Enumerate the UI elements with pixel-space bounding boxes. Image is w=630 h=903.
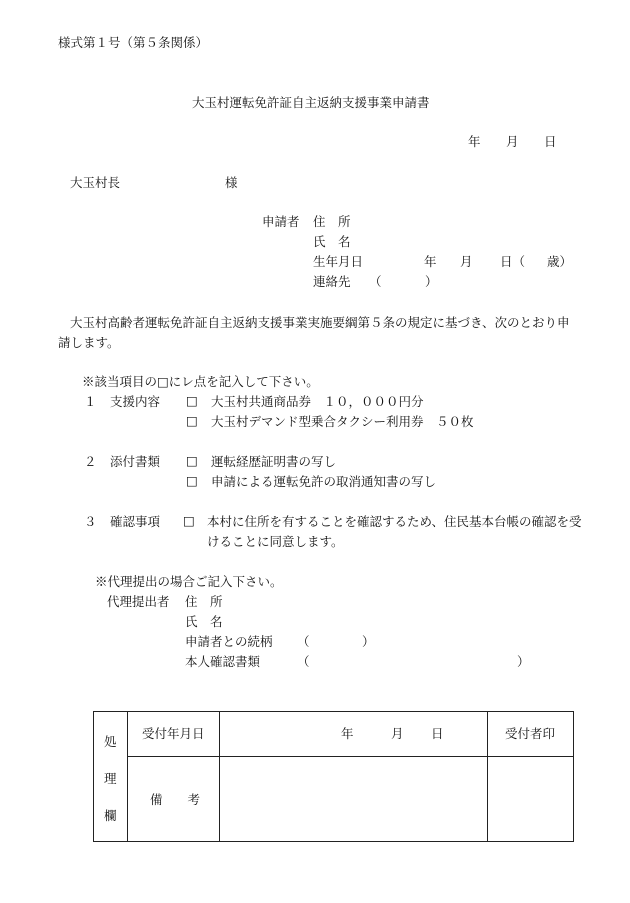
received-date-month: 月	[391, 726, 404, 741]
table-divider	[127, 712, 128, 841]
applicant-contact-label: 連絡先	[313, 274, 351, 289]
page-title: 大玉村運転免許証自主返納支援事業申請書	[192, 95, 430, 110]
option-text: 申請による運転免許の取消通知書の写し	[211, 474, 437, 489]
receiver-seal-label: 受付者印	[505, 726, 556, 741]
applicant-birth-day: 日（	[500, 254, 526, 269]
instruction-note: ※該当項目の□にレ点を記入して下さい。	[82, 374, 319, 389]
addressee-name: 大玉村長	[70, 175, 121, 190]
date-month: 月	[506, 134, 519, 149]
option-text: 運転経歴証明書の写し	[211, 454, 337, 469]
proxy-address-label: 住 所	[185, 594, 223, 609]
proxy-relation-close: ）	[362, 634, 375, 649]
section-number: １	[84, 394, 97, 409]
proxy-relation-open: （	[297, 634, 310, 649]
received-date-year: 年	[341, 726, 354, 741]
side-char-ran: 欄	[104, 808, 117, 823]
checkbox-icon[interactable]: □	[186, 393, 198, 408]
applicant-address-label: 住 所	[313, 214, 351, 229]
form-number: 様式第１号（第５条関係）	[58, 35, 209, 50]
side-char-ri: 理	[104, 771, 117, 786]
office-use-table	[93, 711, 574, 842]
applicant-birth-month: 月	[460, 254, 473, 269]
option-text-continued: けることに同意します。	[207, 534, 344, 549]
proxy-id-label: 本人確認書類	[185, 654, 261, 669]
applicant-birth-year: 年	[424, 254, 437, 269]
proxy-heading: 代理提出者	[107, 594, 170, 609]
received-date-label: 受付年月日	[142, 726, 205, 741]
section-number: ２	[84, 454, 97, 469]
proxy-note: ※代理提出の場合ご記入下さい。	[95, 574, 283, 589]
applicant-name-label: 氏 名	[313, 234, 351, 249]
received-date-day: 日	[431, 726, 444, 741]
checkbox-icon[interactable]: □	[186, 413, 198, 428]
applicant-birth-label: 生年月日	[313, 254, 364, 269]
checkbox-icon[interactable]: □	[183, 513, 195, 528]
section-label: 確認事項	[110, 514, 161, 529]
proxy-relation-label: 申請者との続柄	[185, 634, 273, 649]
section-label: 添付書類	[110, 454, 161, 469]
date-year: 年	[468, 134, 481, 149]
proxy-id-close: ）	[517, 654, 530, 669]
applicant-age: 歳）	[547, 254, 573, 269]
addressee-honorific: 様	[225, 175, 238, 190]
section-number: ３	[84, 514, 97, 529]
option-text: 大玉村デマンド型乗合タクシー利用券 ５０枚	[211, 414, 474, 429]
body-paragraph: 大玉村高齢者運転免許証自主返納支援事業実施要綱第５条の規定に基づき、次のとおり申請します。	[58, 315, 570, 350]
proxy-id-open: （	[297, 654, 310, 669]
side-char-sho: 処	[104, 734, 117, 749]
receiver-seal-field[interactable]	[488, 757, 574, 841]
remarks-label: 備 考	[150, 792, 201, 807]
remarks-field[interactable]	[220, 757, 486, 841]
proxy-name-label: 氏 名	[185, 614, 223, 629]
applicant-contact-close: ）	[425, 274, 438, 289]
section-label: 支援内容	[110, 394, 161, 409]
date-day: 日	[544, 134, 557, 149]
applicant-heading: 申請者	[262, 214, 300, 229]
option-text: 本村に住所を有することを確認するため、住民基本台帳の確認を受	[207, 514, 582, 529]
checkbox-icon[interactable]: □	[186, 453, 198, 468]
checkbox-icon[interactable]: □	[186, 473, 198, 488]
option-text: 大玉村共通商品券 １０，０００円分	[211, 394, 424, 409]
applicant-contact-open: （	[369, 274, 382, 289]
